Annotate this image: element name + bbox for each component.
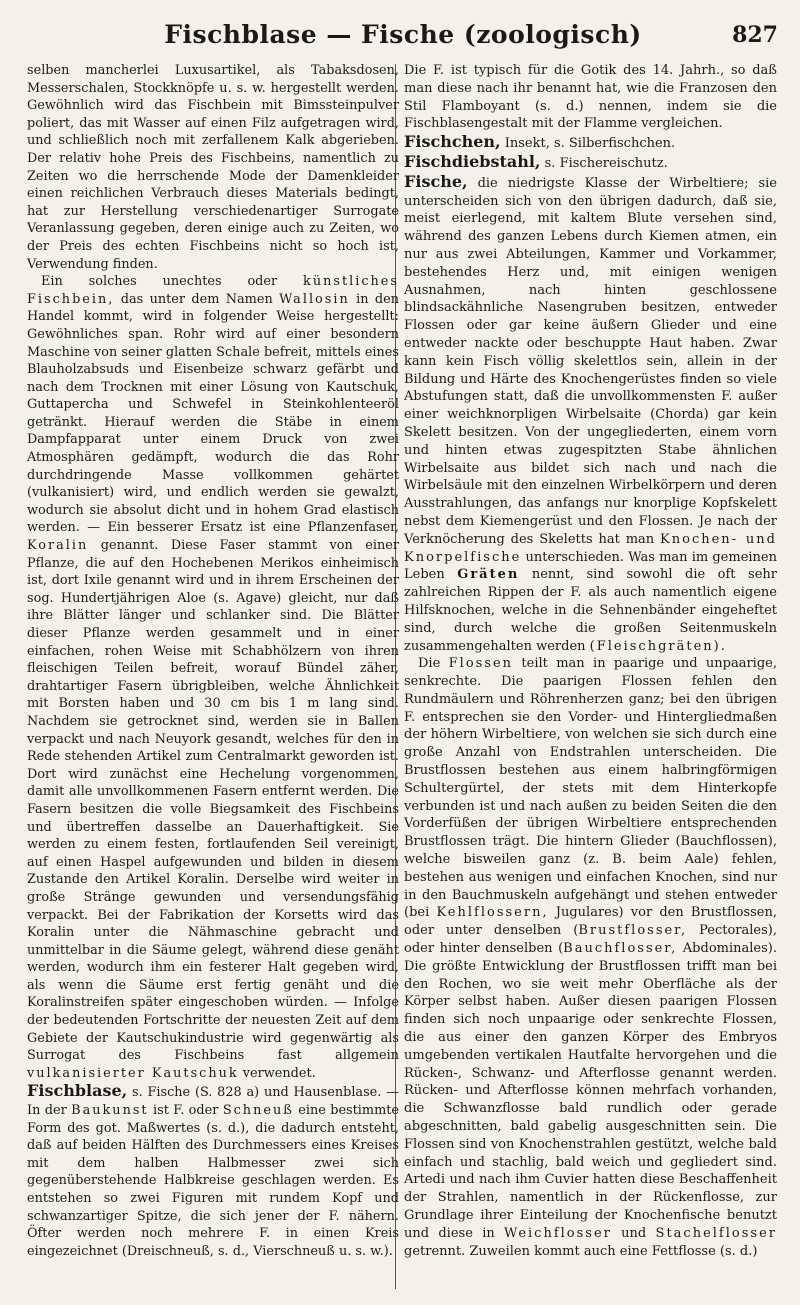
text-run: verwendet. [242, 1065, 316, 1081]
emphasis-term: Brustflosser, [578, 923, 688, 939]
emphasis-term: Knochen- und Knorpelfische [404, 531, 777, 565]
page-number: 827 [732, 22, 778, 48]
paragraph-flossen [404, 655, 777, 1260]
text-run: s. Fische (S. 828 a) und Hausenblase. — In der [27, 1085, 399, 1119]
paragraph-fischblase-end: Die F. ist typisch für die Gotik des 14. Jahrh., so daß man diese nach ihr benannt hat, wie die Franzosen den Stil Flamboyant (s. d.) nennen, indem sie die Fischblasengestalt mit der Flamme vergleichen. [404, 63, 777, 132]
emphasis-term: Stachelflosser [655, 1225, 777, 1241]
text-run: eine bestimmte Form des got. Maßwertes (s. d.), die dadurch entsteht, daß auf beiden Hälften des Durchmessers eines Kreises mit dem halben Halbmesser zwei sich gegenüberstehende Halbkreise geschlagen werden. Es entstehen so zwei Figuren mit rundem Kopf und schwanzartiger Spitze, die sich jener der F. nähern. Öfter werden noch mehrere F. in einen Kreis eingezeichnet (Dreischneuß, s. d., Vierschneuß u. s. w.). [27, 1103, 400, 1259]
text-run: genannt. Diese Faser stammt von einer Pflanze, die auf den Hochebenen Merikos einheimisch ist, dort Ixile genannt wird und in ihrem Erscheinen der sog. Hundertjährigen Aloe (s. Agave) gleicht, nur daß ihre Blätter länger und schlanker sind. Die Blätter dieser Pflanze werden gesammelt und in einer einfachen, rohen Weise mit Schabhölzern von ihren fleischigen Teilen befreit, worauf Bündel zäher, drahtartiger Fasern übrigbleiben, welche Ähnlichkeit mit Borsten haben und 30 cm bis 1 m lang sind. Nachdem sie getrocknet sind, werden sie in Ballen verpackt und nach Neuyork gesandt, welches für den in Rede stehenden Artikel zum Centralmarkt geworden ist. Dort wird zunächst eine Hechelung vorgenommen, damit alle unvollkommenen Fasern entfernt werden. Die Fasern besitzen die volle Biegsamkeit des Fischbeins und übertreffen dasselbe an Dauerhaftigkeit. Sie werden zu einem festen, fortlaufenden Seil vereinigt, auf einen Haspel aufgewunden und bilden in diesem Zustande den Artikel Koralin. Derselbe wird weiter in große Stränge gewunden und versendungsfähig verpackt. Bei der Fabrikation der Korsetts wird das Koralin unter die Nähmaschine gebracht und unmittelbar in die Säume gelegt, während diese genäht werden, wodurch ihm ein festerer Halt gegeben wird, als wenn die Säume erst fertig genäht und die Koralinstreifen später eingeschoben würden. — Infolge der bedeutenden Fortschritte der neuesten Zeit auf dem Gebiete der Kautschukindustrie wird gegenwärtig als Surrogat des Fischbeins fast allgemein [27, 538, 399, 1064]
headword-fischblase: Fischblase, [27, 1081, 128, 1101]
headword-fischdiebstahl: Fischdiebstahl, [404, 151, 541, 171]
emphasis-term: vulkanisierter Kautschuk [27, 1065, 239, 1081]
text-run: und [621, 1225, 647, 1241]
emphasis-term: Bauchflosser, [563, 941, 678, 957]
headword-fische: Fische, [404, 171, 468, 191]
text-run: die niedrigste Klasse der Wirbeltiere; sie unterscheiden sich von den übrigen dadurch, daß sie, meist eierlegend, mit kaltem Blute versehen sind, während des ganzen Lebens durch Kiemen atmen, ein nur aus zwei Abteilungen, Kammer und Vorkammer, bestehendes Herz und, mit einigen wenigen Ausnahmen, nach hinten geschlossene blindsackähnliche Nasengruben besitzen, entweder Flossen oder gar keine äußern Glieder und eine entweder nackte oder beschuppte Haut haben. Zwar kann kein Fisch völlig skelettlos sein, allein in der Bildung und Härte des Knochengerüstes finden so viele Abstufungen statt, daß die unvollkommensten F. außer einer weichknorpligen Wirbelsaite (Chorda) gar kein Skelett besitzen. Von der ungegliederten, einem vorn und hinten etwas zugespitzten Stabe ähnlichen Wirbelsaite aus bildet sich nach und nach die Wirbelsäule mit den einzelnen Wirbelkörpern und deren Ausstrahlungen, das anfangs nur knorplige Kopfskelett nebst dem Kiemengerüst und den Flossen. Je nach der Verknöcherung des Skeletts hat man [404, 175, 777, 547]
paragraph-kuenstliches-fischbein [27, 273, 399, 1082]
right-column [404, 62, 777, 1260]
text-run: das unter dem Namen [120, 291, 273, 307]
text-run: in den Handel kommt, wird in folgender Weise hergestellt: Gewöhnliches span. Rohr wird auf einer besondern Maschine von seiner glatten Schale befreit, mittels eines Blauholzabsuds und Eisenbeize schwarz gefärbt und nach dem Trocknen mit einer Lösung von Kautschuk, Guttapercha und Schwefel in Steinkohlenteeröl getränkt. Hierauf werden die Stäbe in einem Dampfapparat unter einem Druck von zwei Atmosphären gedämpft, wodurch die das Rohr durchdringende Masse vollkommen gehärtet (vulkanisiert) wird, und endlich werden sie gewalzt, wodurch sie absolut dicht und in hohem Grad elastisch werden. — Ein besserer Ersatz ist eine Pflanzenfaser, [27, 291, 399, 536]
left-column [27, 62, 399, 1260]
page-header [28, 20, 778, 60]
emphasis-term: künstliches Fischbein, [27, 274, 399, 307]
running-title: Fischblase — Fische (zoologisch) [164, 20, 642, 49]
text-run: teilt man in paarige und unpaarige, senkrechte. Die paarigen Flossen fehlen den Rundmäulern und Röhrenherzen ganz; bei den übrigen F. entsprechen sie den Vorder- und Hintergliedmaßen der höhern Wirbeltiere, von welchen sie sich durch eine große Anzahl von Endstrahlen unterscheiden. Die Brustflossen bestehen aus einem halbringförmigen Schultergürtel, der stets mit dem Hinterkopfe verbunden ist und nach außen zu beiden Seiten die den Vorderfüßen der übrigen Wirbeltiere entsprechenden Brustflossen trägt. Die hintern Glieder (Bauchflossen), welche bisweilen ganz (z. B. beim Aale) fehlen, bestehen aus wenigen und einfachen Knochen, sind nur in den Bauchmuskeln aufgehängt und stehen entweder (bei [404, 656, 777, 921]
emphasis-term: Gräten [457, 567, 520, 583]
emphasis-term: Weichflosser [504, 1225, 612, 1241]
paragraph-fischbein-end: selben mancherlei Luxusartikel, als Tabaksdosen, Messerschalen, Stockknöpfe u. s. w. hergestellt werden. Gewöhnlich wird das Fischbein mit Bimssteinpulver poliert, das mit Wasser auf einen Filz aufgetragen wird, und schließlich noch mit zerfallenem Kalk abgerieben. Der relativ hohe Preis des Fischbeins, namentlich zu Zeiten wo die herrschende Mode der Damenkleider einen reichlichen Verbrauch dieses Materials bedingt, hat zur Herstellung verschiedenartiger Surrogate Veranlassung gegeben, deren einige auch zu Zeiten, wo der Preis des echten Fischbeins nicht so hoch ist, Verwendung finden. [27, 63, 399, 272]
text-run: nennt, sind sowohl die oft sehr zahlreichen Rippen der F. als auch namentlich eigene Hilfsknochen, welche in die Sehnenbänder eingeheftet sind, durch welche die großen Seitenmuskeln zusammengehalten werden [404, 567, 777, 654]
emphasis-term: Koralin [27, 538, 89, 554]
text-run: Ein solches unechtes oder [41, 274, 278, 290]
text-run: Abdominales). Die größte Entwicklung der Brustflossen trifft man bei den Rochen, wo sie weit mehr Oberfläche als der Körper selbst haben. Außer diesen paarigen Flossen finden sich noch unpaarige oder senkrechte Flossen, die aus einer den ganzen Körper des Embryos umgebenden vertikalen Hautfalte hervorgehen und die Rücken-, Schwanz- und Afterflosse genannt werden. Rücken- und Afterflosse können mehrfach vorhanden, die Schwanzflosse bald rundlich oder gerade abgeschnitten, bald gabelig ausgeschnitten sein. Die Flossen sind von Knochenstrahlen gestützt, welche bald einfach und stachlig, bald weich und gegliedert sind. Artedi und nach ihm Cuvier hatten diese Beschaffenheit der Strahlen, namentlich in der Rückenflosse, zur Grundlage ihrer Einteilung der Knochenfische benutzt und diese in [404, 941, 777, 1241]
text-run: s. Fischereischutz. [544, 155, 668, 171]
entry-fischblase [27, 1082, 399, 1260]
headword-fischchen: Fischchen, [404, 132, 501, 152]
entry-fische [404, 173, 777, 656]
emphasis-term: Wallosin [279, 291, 350, 307]
emphasis-term: Baukunst [71, 1103, 149, 1119]
entry-fischchen [404, 133, 777, 153]
text-run: Pectorales), oder hinter denselben ( [404, 923, 777, 957]
emphasis-term: (Fleischgräten). [589, 638, 727, 654]
emphasis-term: Kehlflossern, [436, 905, 549, 921]
emphasis-term: Flossen [448, 656, 514, 672]
text-run: unterschieden. Was man im gemeinen Leben [404, 549, 777, 583]
text-run: ist F. oder [153, 1103, 219, 1119]
text-run: getrennt. Zuweilen kommt auch eine Fettflosse (s. d.) [404, 1243, 758, 1259]
text-run: Jugulares) vor den Brustflossen, oder unter denselben ( [404, 905, 777, 939]
text-run: Die [418, 656, 441, 672]
entry-fischdiebstahl [404, 153, 777, 173]
text-run: Insekt, s. Silberfischchen. [504, 136, 676, 152]
emphasis-term: Schneuß [222, 1103, 294, 1119]
